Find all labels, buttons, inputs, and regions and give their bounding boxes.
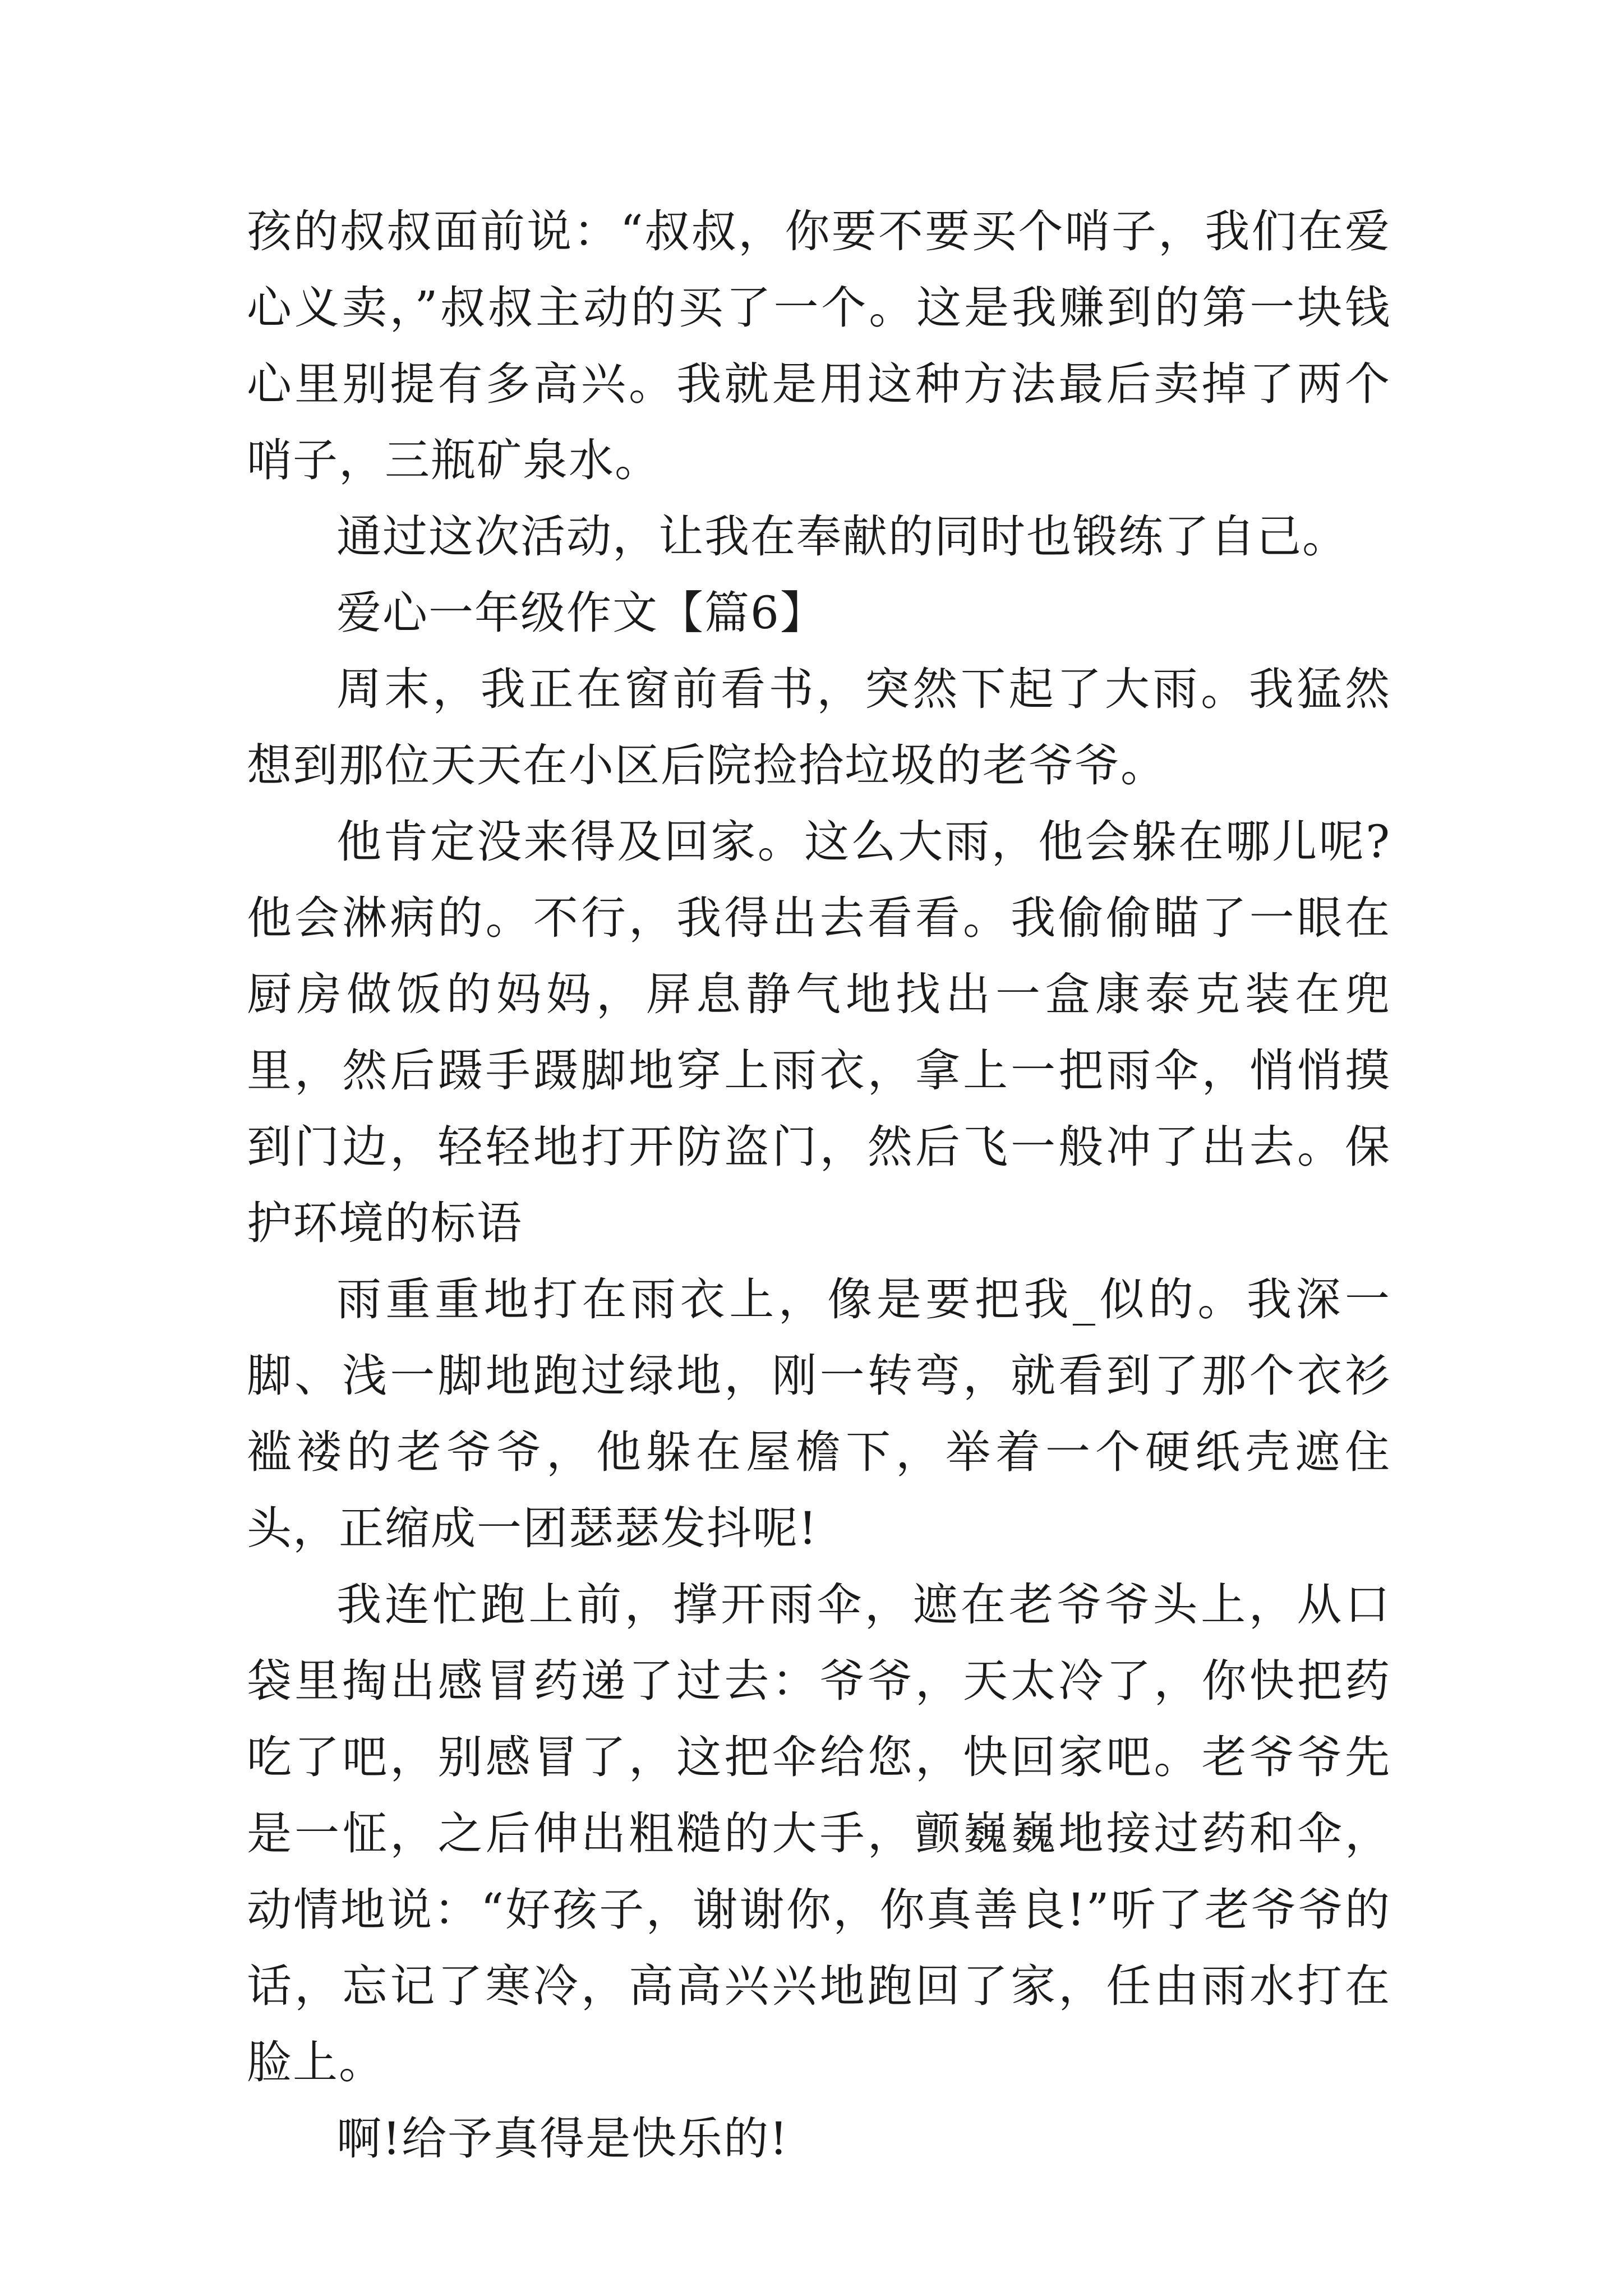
paragraph-continuation: 孩的叔叔面前说：“叔叔，你要不要买个哨子，我们在爱心义卖，”叔叔主动的买了一个。这是我赚到的第一块钱心里别提有多高兴。我就是用这种方法最后卖掉了两个哨子，三瓶矿泉水。 xyxy=(247,205,1391,486)
essay-body xyxy=(247,194,1391,2177)
section-heading: 爱心一年级作文【篇6】 xyxy=(336,587,826,639)
paragraph-conclusion: 通过这次活动，让我在奉献的同时也锻练了自己。 xyxy=(336,510,1348,563)
paragraph: 雨重重地打在雨衣上，像是要把我_似的。我深一脚、浅一脚地跑过绿地，刚一转弯，就看到了那个衣衫褴褛的老爷爷，他躲在屋檐下，举着一个硬纸壳遮住头，正缩成一团瑟瑟发抖呢! xyxy=(247,1273,1391,1554)
paragraph: 我连忙跑上前，撑开雨伞，遮在老爷爷头上，从口袋里掏出感冒药递了过去：爷爷，天太冷了，你快把药吃了吧，别感冒了，这把伞给您，快回家吧。老爷爷先是一怔，之后伸出粗糙的大手，颤巍巍地接过药和伞，动情地说：“好孩子，谢谢你，你真善良!”听了老爷爷的话，忘记了寒冷，高高兴兴地跑回了家，任由雨水打在脸上。 xyxy=(247,1579,1391,2088)
paragraph: 周末，我正在窗前看书，突然下起了大雨。我猛然想到那位天天在小区后院捡拾垃圾的老爷爷。 xyxy=(247,663,1391,792)
paragraph: 他肯定没来得及回家。这么大雨，他会躲在哪儿呢?他会淋病的。不行，我得出去看看。我偷偷瞄了一眼在厨房做饭的妈妈，屏息静气地找出一盒康泰克装在兜里，然后蹑手蹑脚地穿上雨衣，拿上一把雨伞，悄悄摸到门边，轻轻地打开防盗门，然后飞一般冲了出去。保护环境的标语 xyxy=(247,816,1391,1249)
paragraph-closing: 啊!给予真得是快乐的! xyxy=(336,2113,789,2165)
